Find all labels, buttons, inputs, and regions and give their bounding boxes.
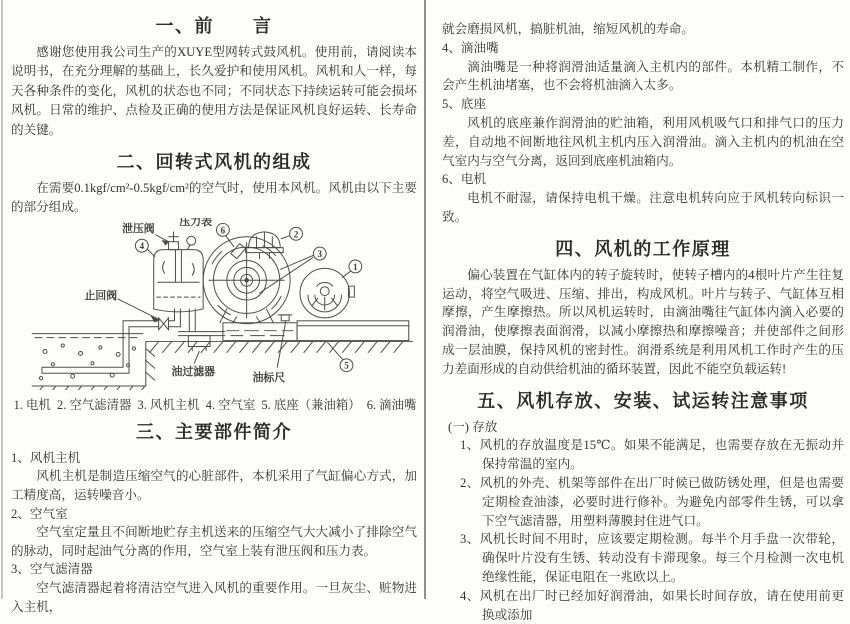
pressure-gauge-part: [187, 236, 196, 245]
callout-1: 1: [353, 261, 358, 272]
storage-item-4: 4、风机在出厂时已经加好润滑油，如果长时间存放，请在使用前更换或添加: [460, 588, 844, 622]
ground-hatch: [150, 341, 403, 352]
storage-item-3: 3、风机长时间不用时，应该要定期检测。每半个月手盘一次带轮，确保叶片没有生锈、转动没有卡滞现象。每三个月检测一次电机绝缘性能，保证电阻在一兆欧以上。: [460, 532, 844, 584]
storage-item-2: 2、风机的外壳、机架等部件在出厂时候已做防锈处理，但是也需要定期检查油漆，必要时进行修补。为避免内部零件生锈，可以拿下空气滤清器，用塑料薄膜封住进气口。: [460, 475, 844, 528]
callout-6: 6: [220, 225, 226, 236]
oil-dipstick-label: 油标尺: [252, 371, 286, 384]
relief-valve-part: [169, 242, 179, 250]
callout-5: 5: [344, 360, 349, 371]
section-5-title: 五、风机存放、安装、试运转注意事项: [477, 390, 809, 411]
check-valve-label: 止回阀: [84, 289, 118, 302]
relief-valve-label: 泄压阀: [122, 222, 155, 235]
callout-3: 3: [317, 248, 323, 259]
air-chamber-tank: [154, 249, 203, 311]
part-5-head: 5、底座: [442, 97, 487, 112]
section-2-paragraph: 在需要0.1kgf/cm²-0.5kgf/cm²的空气时，使用本风机。风机由以下主要的部分组成。: [11, 181, 417, 215]
part-5-body: 风机的底座兼作润滑油的贮油箱，利用风机吸气口和排气口的压力差，自动地不间断地往风机主机内压入润滑油。滴入主机内的机油在空气室内与空气分离，返回到底座机油箱内。: [442, 115, 844, 168]
part-2-head: 2、空气室: [11, 506, 68, 521]
section-2-title: 二、回转式风机的组成: [116, 152, 312, 173]
part-6-head: 6、电机: [442, 172, 487, 187]
part-1-body: 风机主机是制造压缩空气的心脏部件，本机采用了气缸偏心方式，加工精度高，运转噪音小。: [11, 469, 417, 503]
right-column: [424, 0, 850, 622]
section-1-title: 一、前 言: [155, 16, 273, 36]
pressure-gauge-label: 压力表: [179, 217, 213, 228]
suction-pipe: [42, 321, 159, 373]
callout-4: 4: [139, 240, 145, 251]
fan-assembly-diagram: [13, 218, 417, 390]
fan-assembly-figure: [13, 218, 417, 413]
motor-part: [300, 268, 349, 317]
scan-edge-line: [1, 0, 3, 599]
figure-caption: 1. 电机 2. 空气滤清器 3. 风机主机 4. 空气室 5. 底座（兼油箱） 6. 滴油嘴: [13, 397, 417, 412]
section-4-paragraph: 偏心装置在气缸体内的转子旋转时，使转子槽内的4根叶片产生往复运动，将空气吸进、压缩、排出，构成风机。叶片与转子、气缸体互相摩擦，产生摩擦热。所以风机运转时，由滴油嘴往气缸体内滴入必要的润滑油，使摩擦表面润滑，以减小摩擦热和摩擦噪音；并使部件之间形成一层油膜，保持风机的密封性。润滑系统是利用风机工作时产生的压力差面形成的自动供给机油的循环装置，因此不能空负载运转!: [442, 267, 844, 376]
part-4-head: 4、滴油嘴: [442, 40, 499, 55]
part-3-body: 空气滤清器起着将清洁空气进入风机的重要作用。一旦灰尘、赃物进入主机，: [11, 581, 417, 614]
left-column: [0, 0, 424, 614]
section-4-title: 四、风机的工作原理: [555, 238, 731, 259]
bubbles: [39, 344, 135, 380]
base-part: [297, 321, 409, 341]
storage-subsection-head: (一) 存放: [448, 419, 498, 434]
section-3-title: 三、主要部件简介: [136, 421, 292, 442]
section-1-paragraph: 感谢您使用我公司生产的XUYE型网转式鼓风机。使用前，请阅读本说明书，在充分理解的基础上，长久爱护和使用风机。风机和人一样，每天各种条件的变化，风机的状态也不同；不同状态下持续运转可能会损坏风机。日常的维护、点检及正确的使用方法是保证风机良好运转、长寿命的关键。: [11, 45, 417, 137]
part-6-body: 电机不耐湿，请保持电机干燥。注意电机转向应于风机转向标识一致。: [442, 191, 844, 224]
part-1-head: 1、风机主机: [11, 450, 81, 465]
part-3-head: 3、空气滤清器: [11, 562, 93, 577]
oil-filter-label: 油过滤器: [171, 366, 215, 379]
part-2-body: 空气室定量且不间断地贮存主机送来的压缩空气大大减小了排除空气的脉动，同时起油气分离的作用，空气室上装有泄压阀和压力表。: [11, 525, 417, 558]
callout-2: 2: [293, 229, 299, 240]
part-4-body: 滴油嘴是一种将润滑油适量滴入主机内的部件。本机精工制作，不会产生机油堵塞，也不会将机油滴入太多。: [442, 59, 844, 93]
storage-item-1: 1、风机的存放温度是15℃。如果不能满足，也需要存放在无振动并保持常温的室内。: [460, 438, 844, 472]
part-3-continuation: 就会磨损风机，搞脏机油，缩短风机的寿命。: [442, 22, 694, 36]
